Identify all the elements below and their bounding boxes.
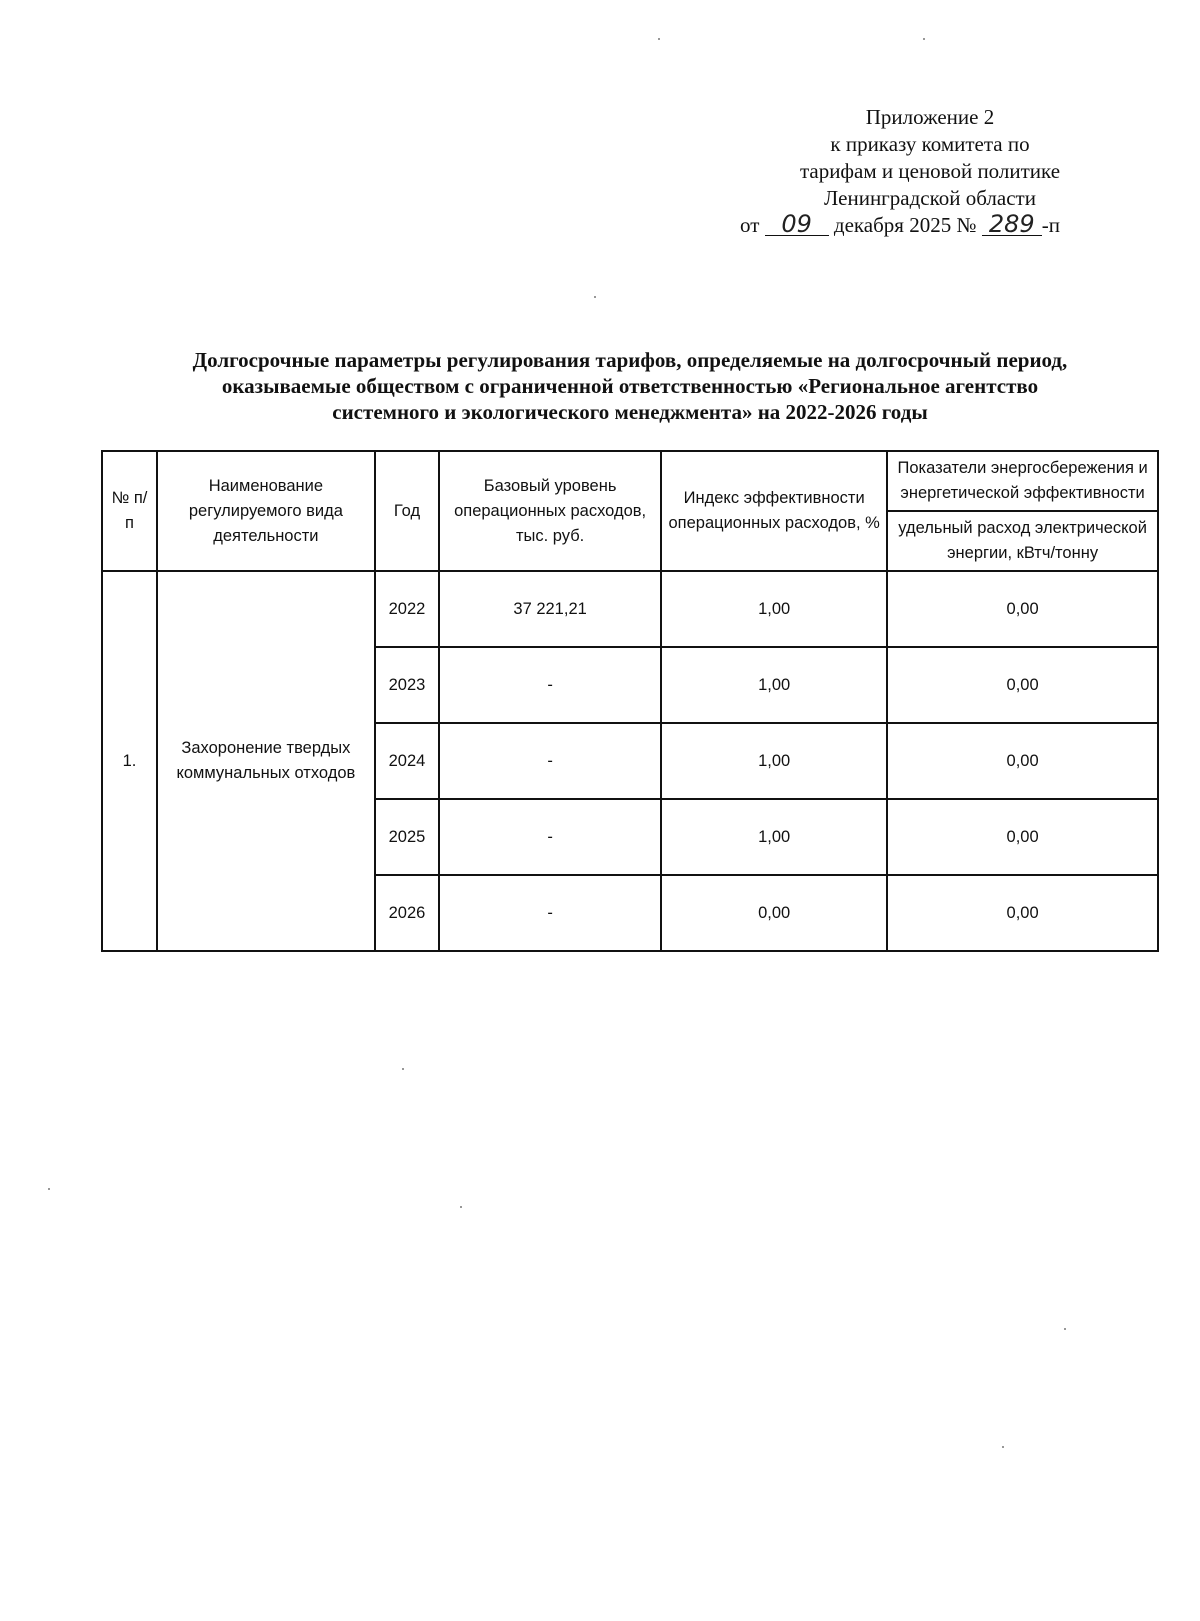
appendix-region: Ленинградской области [824,186,1036,210]
header-base-level: Базовый уровень операционных расходов, тыс. руб. [439,451,661,571]
cell-base-level: - [439,875,661,951]
cell-efficiency-index: 1,00 [661,571,887,647]
row-activity: Захоронение твердых коммунальных отходов [157,571,375,951]
scan-speck [923,38,925,40]
cell-energy: 0,00 [887,571,1158,647]
header-year: Год [375,451,439,571]
handwritten-day: 09 [765,213,829,236]
cell-energy: 0,00 [887,875,1158,951]
scan-speck [460,1206,462,1208]
header-energy-group: Показатели энергосбережения и энергетической эффективности [887,451,1158,511]
date-prefix: от [740,213,760,237]
appendix-date-line [730,212,1130,239]
header-energy-sub: удельный расход электрической энергии, кВтч/тонну [887,511,1158,571]
appendix-order-ref: к приказу комитета по [830,132,1030,156]
scan-speck [48,1188,50,1190]
appendix-title: Приложение 2 [865,105,995,129]
cell-efficiency-index: 0,00 [661,875,887,951]
cell-energy: 0,00 [887,799,1158,875]
header-row [102,451,1158,511]
document-title [100,347,1160,425]
scan-speck [402,1068,404,1070]
appendix-header [730,104,1130,239]
title-line-1: Долгосрочные параметры регулирования тарифов, определяемые на долгосрочный период, [192,348,1068,372]
cell-efficiency-index: 1,00 [661,799,887,875]
cell-efficiency-index: 1,00 [661,723,887,799]
date-suffix: -п [1041,213,1060,237]
cell-energy: 0,00 [887,723,1158,799]
cell-energy: 0,00 [887,647,1158,723]
date-middle: декабря 2025 № [833,213,977,237]
title-line-3: системного и экологического менеджмента» на 2022-2026 годы [332,400,928,424]
cell-base-level: - [439,799,661,875]
scan-speck [1002,1446,1004,1448]
cell-efficiency-index: 1,00 [661,647,887,723]
cell-year: 2024 [375,723,439,799]
cell-year: 2025 [375,799,439,875]
cell-year: 2026 [375,875,439,951]
header-efficiency-index: Индекс эффективности операционных расходов, % [661,451,887,571]
header-num: № п/п [102,451,157,571]
row-num: 1. [102,571,157,951]
parameters-table [101,450,1159,952]
cell-base-level: 37 221,21 [439,571,661,647]
appendix-committee: тарифам и ценовой политике [799,159,1061,183]
header-activity: Наименование регулируемого вида деятельности [157,451,375,571]
cell-base-level: - [439,723,661,799]
title-line-2: оказываемые обществом с ограниченной ответственностью «Региональное агентство [221,374,1039,398]
cell-base-level: - [439,647,661,723]
handwritten-order-number: 289 [982,213,1042,236]
scan-speck [594,296,596,298]
table-row [102,571,1158,647]
cell-year: 2023 [375,647,439,723]
cell-year: 2022 [375,571,439,647]
scan-speck [658,38,660,40]
scan-speck [1064,1328,1066,1330]
